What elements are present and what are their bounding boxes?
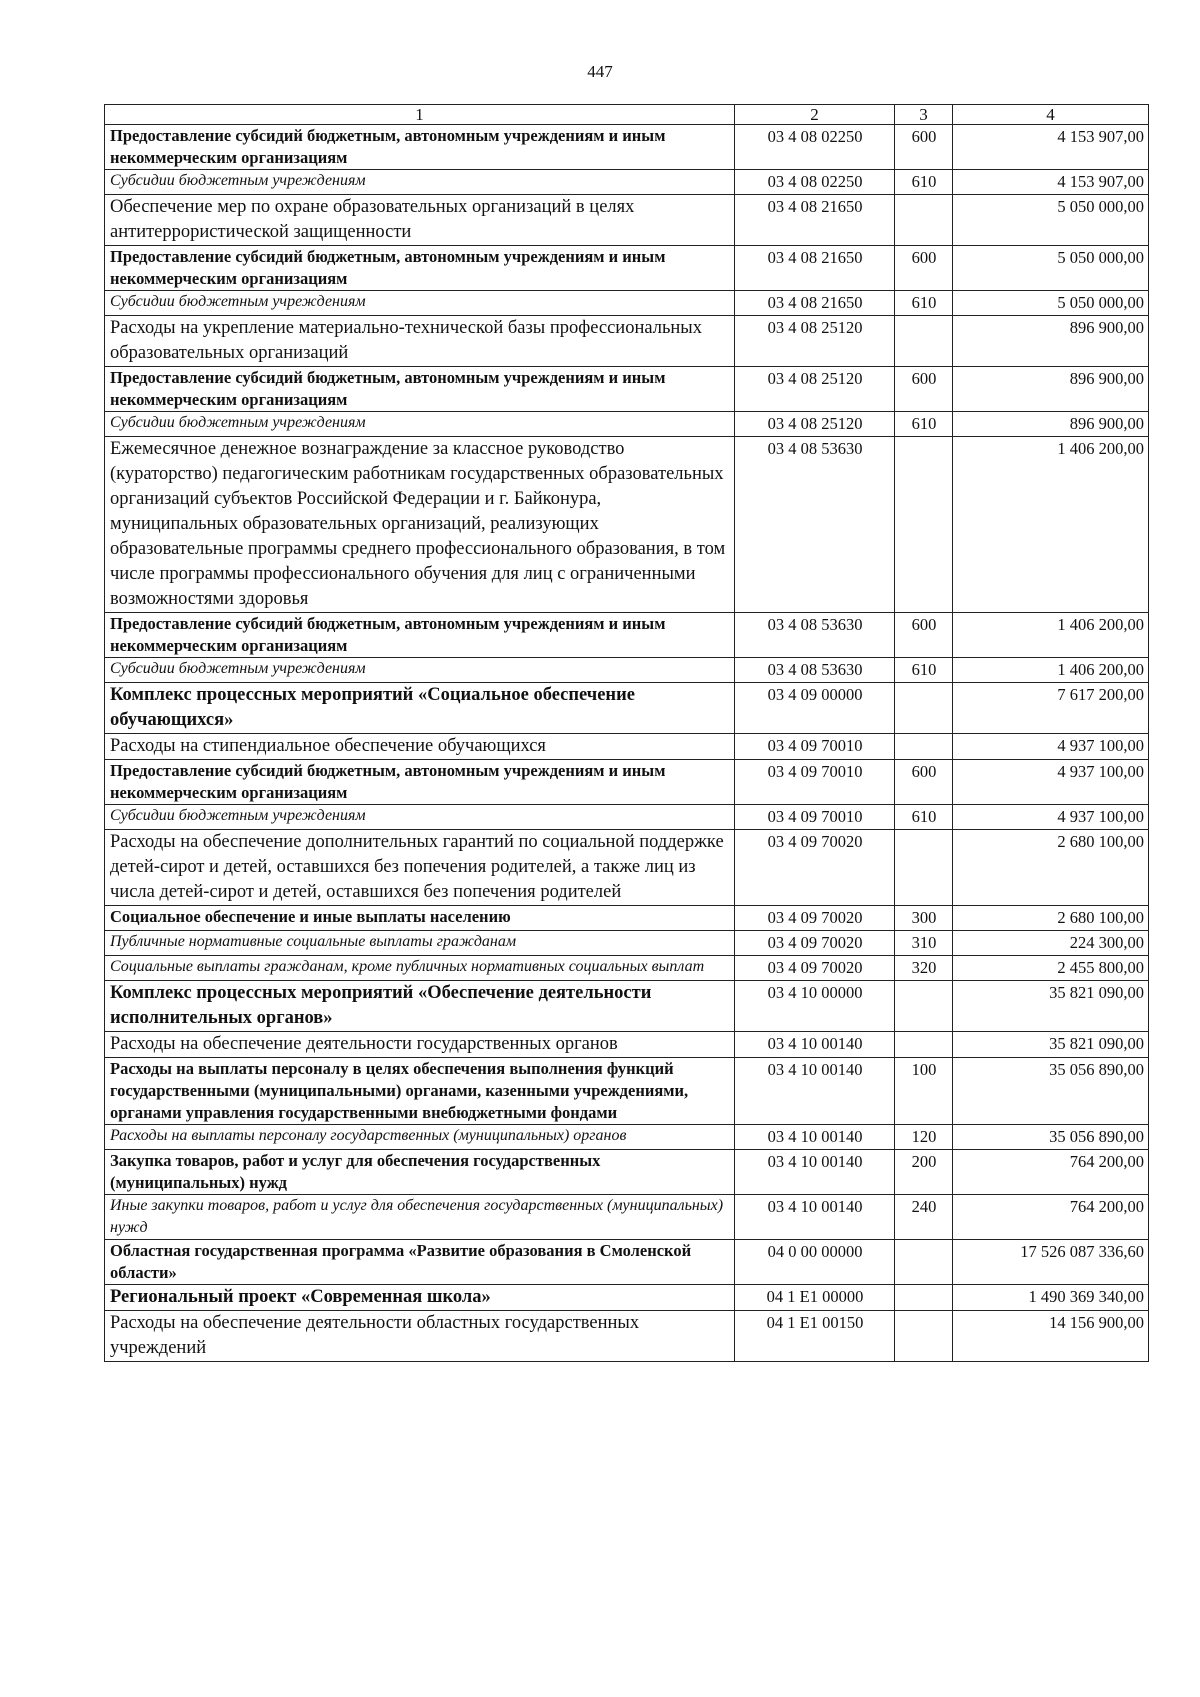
row-expense-type xyxy=(895,437,953,613)
row-amount: 1 406 200,00 xyxy=(953,437,1149,613)
row-description: Субсидии бюджетным учреждениям xyxy=(105,658,735,683)
table-row xyxy=(105,613,1149,658)
table-row xyxy=(105,830,1149,906)
row-amount: 2 455 800,00 xyxy=(953,956,1149,981)
row-code: 03 4 09 00000 xyxy=(735,683,895,734)
row-amount: 35 821 090,00 xyxy=(953,1032,1149,1058)
header-col-4: 4 xyxy=(953,105,1149,125)
row-code: 03 4 09 70020 xyxy=(735,906,895,931)
row-amount: 1 406 200,00 xyxy=(953,658,1149,683)
row-amount: 35 056 890,00 xyxy=(953,1125,1149,1150)
row-code: 03 4 08 02250 xyxy=(735,125,895,170)
row-amount: 896 900,00 xyxy=(953,367,1149,412)
row-expense-type: 300 xyxy=(895,906,953,931)
row-expense-type: 310 xyxy=(895,931,953,956)
row-expense-type xyxy=(895,683,953,734)
row-description: Предоставление субсидий бюджетным, автономным учреждениям и иным некоммерческим организациям xyxy=(105,367,735,412)
table-row xyxy=(105,316,1149,367)
row-expense-type: 600 xyxy=(895,246,953,291)
row-expense-type: 610 xyxy=(895,805,953,830)
row-expense-type: 610 xyxy=(895,412,953,437)
row-description: Расходы на выплаты персоналу государственных (муниципальных) органов xyxy=(105,1125,735,1150)
table-row xyxy=(105,291,1149,316)
table-row xyxy=(105,1195,1149,1240)
page-number: 447 xyxy=(587,62,613,81)
row-expense-type: 320 xyxy=(895,956,953,981)
table-row xyxy=(105,734,1149,760)
row-description: Расходы на стипендиальное обеспечение обучающихся xyxy=(105,734,735,760)
row-code: 04 1 E1 00150 xyxy=(735,1311,895,1362)
row-amount: 17 526 087 336,60 xyxy=(953,1240,1149,1285)
row-amount: 5 050 000,00 xyxy=(953,195,1149,246)
header-col-2: 2 xyxy=(735,105,895,125)
row-code: 04 0 00 00000 xyxy=(735,1240,895,1285)
table-row xyxy=(105,931,1149,956)
table-row xyxy=(105,1285,1149,1311)
row-amount: 4 937 100,00 xyxy=(953,734,1149,760)
row-description: Расходы на укрепление материально-технической базы профессиональных образовательных организаций xyxy=(105,316,735,367)
row-amount: 14 156 900,00 xyxy=(953,1311,1149,1362)
row-code: 03 4 10 00140 xyxy=(735,1195,895,1240)
row-description: Расходы на обеспечение деятельности областных государственных учреждений xyxy=(105,1311,735,1362)
table-row xyxy=(105,246,1149,291)
row-expense-type xyxy=(895,195,953,246)
row-description: Предоставление субсидий бюджетным, автономным учреждениям и иным некоммерческим организациям xyxy=(105,760,735,805)
row-amount: 4 153 907,00 xyxy=(953,125,1149,170)
row-description: Субсидии бюджетным учреждениям xyxy=(105,170,735,195)
row-expense-type xyxy=(895,981,953,1032)
table-row xyxy=(105,956,1149,981)
header-row xyxy=(105,105,1149,125)
table-row xyxy=(105,367,1149,412)
row-code: 03 4 08 53630 xyxy=(735,658,895,683)
row-code: 03 4 10 00140 xyxy=(735,1058,895,1125)
row-description: Комплекс процессных мероприятий «Социальное обеспечение обучающихся» xyxy=(105,683,735,734)
header-col-1: 1 xyxy=(105,105,735,125)
table-row xyxy=(105,125,1149,170)
row-code: 03 4 10 00140 xyxy=(735,1032,895,1058)
row-code: 03 4 08 25120 xyxy=(735,367,895,412)
row-description: Обеспечение мер по охране образовательных организаций в целях антитеррористической защищенности xyxy=(105,195,735,246)
row-description: Закупка товаров, работ и услуг для обеспечения государственных (муниципальных) нужд xyxy=(105,1150,735,1195)
row-amount: 2 680 100,00 xyxy=(953,906,1149,931)
table-row xyxy=(105,760,1149,805)
row-expense-type: 610 xyxy=(895,658,953,683)
row-code: 03 4 09 70010 xyxy=(735,805,895,830)
row-expense-type: 200 xyxy=(895,1150,953,1195)
row-amount: 1 406 200,00 xyxy=(953,613,1149,658)
table-row xyxy=(105,170,1149,195)
row-code: 03 4 09 70020 xyxy=(735,956,895,981)
row-amount: 2 680 100,00 xyxy=(953,830,1149,906)
row-description: Предоставление субсидий бюджетным, автономным учреждениям и иным некоммерческим организациям xyxy=(105,125,735,170)
row-expense-type: 100 xyxy=(895,1058,953,1125)
row-expense-type xyxy=(895,1032,953,1058)
row-code: 04 1 E1 00000 xyxy=(735,1285,895,1311)
row-description: Социальное обеспечение и иные выплаты населению xyxy=(105,906,735,931)
row-description: Субсидии бюджетным учреждениям xyxy=(105,291,735,316)
row-amount: 4 937 100,00 xyxy=(953,760,1149,805)
row-description: Субсидии бюджетным учреждениям xyxy=(105,805,735,830)
row-description: Социальные выплаты гражданам, кроме публичных нормативных социальных выплат xyxy=(105,956,735,981)
row-amount: 4 937 100,00 xyxy=(953,805,1149,830)
table-row xyxy=(105,195,1149,246)
row-code: 03 4 09 70020 xyxy=(735,931,895,956)
row-code: 03 4 09 70010 xyxy=(735,734,895,760)
row-description: Расходы на обеспечение дополнительных гарантий по социальной поддержке детей-сирот и детей, оставшихся без попечения родителей, а также лиц из числа детей-сирот и детей, оставшихся без попечения родителей xyxy=(105,830,735,906)
row-expense-type: 120 xyxy=(895,1125,953,1150)
row-expense-type xyxy=(895,316,953,367)
row-amount: 224 300,00 xyxy=(953,931,1149,956)
row-amount: 4 153 907,00 xyxy=(953,170,1149,195)
row-description: Предоставление субсидий бюджетным, автономным учреждениям и иным некоммерческим организациям xyxy=(105,613,735,658)
row-code: 03 4 08 53630 xyxy=(735,437,895,613)
table-row xyxy=(105,1311,1149,1362)
table-row xyxy=(105,906,1149,931)
row-code: 03 4 08 21650 xyxy=(735,246,895,291)
table-row xyxy=(105,1150,1149,1195)
budget-table xyxy=(104,104,1149,1362)
table-body xyxy=(105,125,1149,1362)
row-expense-type xyxy=(895,830,953,906)
table-row xyxy=(105,412,1149,437)
row-expense-type: 240 xyxy=(895,1195,953,1240)
table-row xyxy=(105,805,1149,830)
row-expense-type: 600 xyxy=(895,760,953,805)
row-amount: 764 200,00 xyxy=(953,1150,1149,1195)
table-row xyxy=(105,658,1149,683)
row-expense-type: 600 xyxy=(895,367,953,412)
row-expense-type xyxy=(895,1240,953,1285)
row-expense-type: 610 xyxy=(895,291,953,316)
row-code: 03 4 08 02250 xyxy=(735,170,895,195)
row-description: Публичные нормативные социальные выплаты гражданам xyxy=(105,931,735,956)
row-code: 03 4 08 53630 xyxy=(735,613,895,658)
row-code: 03 4 10 00140 xyxy=(735,1125,895,1150)
row-code: 03 4 08 21650 xyxy=(735,195,895,246)
row-description: Комплекс процессных мероприятий «Обеспечение деятельности исполнительных органов» xyxy=(105,981,735,1032)
row-code: 03 4 08 25120 xyxy=(735,316,895,367)
row-description: Региональный проект «Современная школа» xyxy=(105,1285,735,1311)
table-row xyxy=(105,981,1149,1032)
table-row xyxy=(105,1032,1149,1058)
row-expense-type: 610 xyxy=(895,170,953,195)
row-amount: 35 056 890,00 xyxy=(953,1058,1149,1125)
row-expense-type xyxy=(895,1285,953,1311)
row-amount: 5 050 000,00 xyxy=(953,291,1149,316)
table-row xyxy=(105,1125,1149,1150)
row-amount: 1 490 369 340,00 xyxy=(953,1285,1149,1311)
table-row xyxy=(105,1240,1149,1285)
row-expense-type xyxy=(895,734,953,760)
row-amount: 5 050 000,00 xyxy=(953,246,1149,291)
row-description: Иные закупки товаров, работ и услуг для обеспечения государственных (муниципальных) нужд xyxy=(105,1195,735,1240)
row-amount: 764 200,00 xyxy=(953,1195,1149,1240)
row-amount: 7 617 200,00 xyxy=(953,683,1149,734)
table-row xyxy=(105,683,1149,734)
row-code: 03 4 10 00000 xyxy=(735,981,895,1032)
row-code: 03 4 08 25120 xyxy=(735,412,895,437)
row-code: 03 4 10 00140 xyxy=(735,1150,895,1195)
row-code: 03 4 08 21650 xyxy=(735,291,895,316)
table-row xyxy=(105,437,1149,613)
row-description: Расходы на выплаты персоналу в целях обеспечения выполнения функций государственными (муниципальными) органами, казенными учреждениями, органами управления государственными внебюджетными фондами xyxy=(105,1058,735,1125)
row-amount: 896 900,00 xyxy=(953,316,1149,367)
row-code: 03 4 09 70020 xyxy=(735,830,895,906)
row-description: Расходы на обеспечение деятельности государственных органов xyxy=(105,1032,735,1058)
row-description: Ежемесячное денежное вознаграждение за классное руководство (кураторство) педагогическим работникам государственных образовательных организаций субъектов Российской Федерации и г. Байконура, муниципальных образовательных организаций, реализующих образовательные программы среднего профессионального образования, в том числе программы профессионального обучения для лиц с ограниченными возможностями здоровья xyxy=(105,437,735,613)
header-col-3: 3 xyxy=(895,105,953,125)
table-row xyxy=(105,1058,1149,1125)
row-description: Областная государственная программа «Развитие образования в Смоленской области» xyxy=(105,1240,735,1285)
row-description: Субсидии бюджетным учреждениям xyxy=(105,412,735,437)
row-expense-type xyxy=(895,1311,953,1362)
row-amount: 896 900,00 xyxy=(953,412,1149,437)
row-description: Предоставление субсидий бюджетным, автономным учреждениям и иным некоммерческим организациям xyxy=(105,246,735,291)
row-expense-type: 600 xyxy=(895,125,953,170)
row-amount: 35 821 090,00 xyxy=(953,981,1149,1032)
row-expense-type: 600 xyxy=(895,613,953,658)
row-code: 03 4 09 70010 xyxy=(735,760,895,805)
